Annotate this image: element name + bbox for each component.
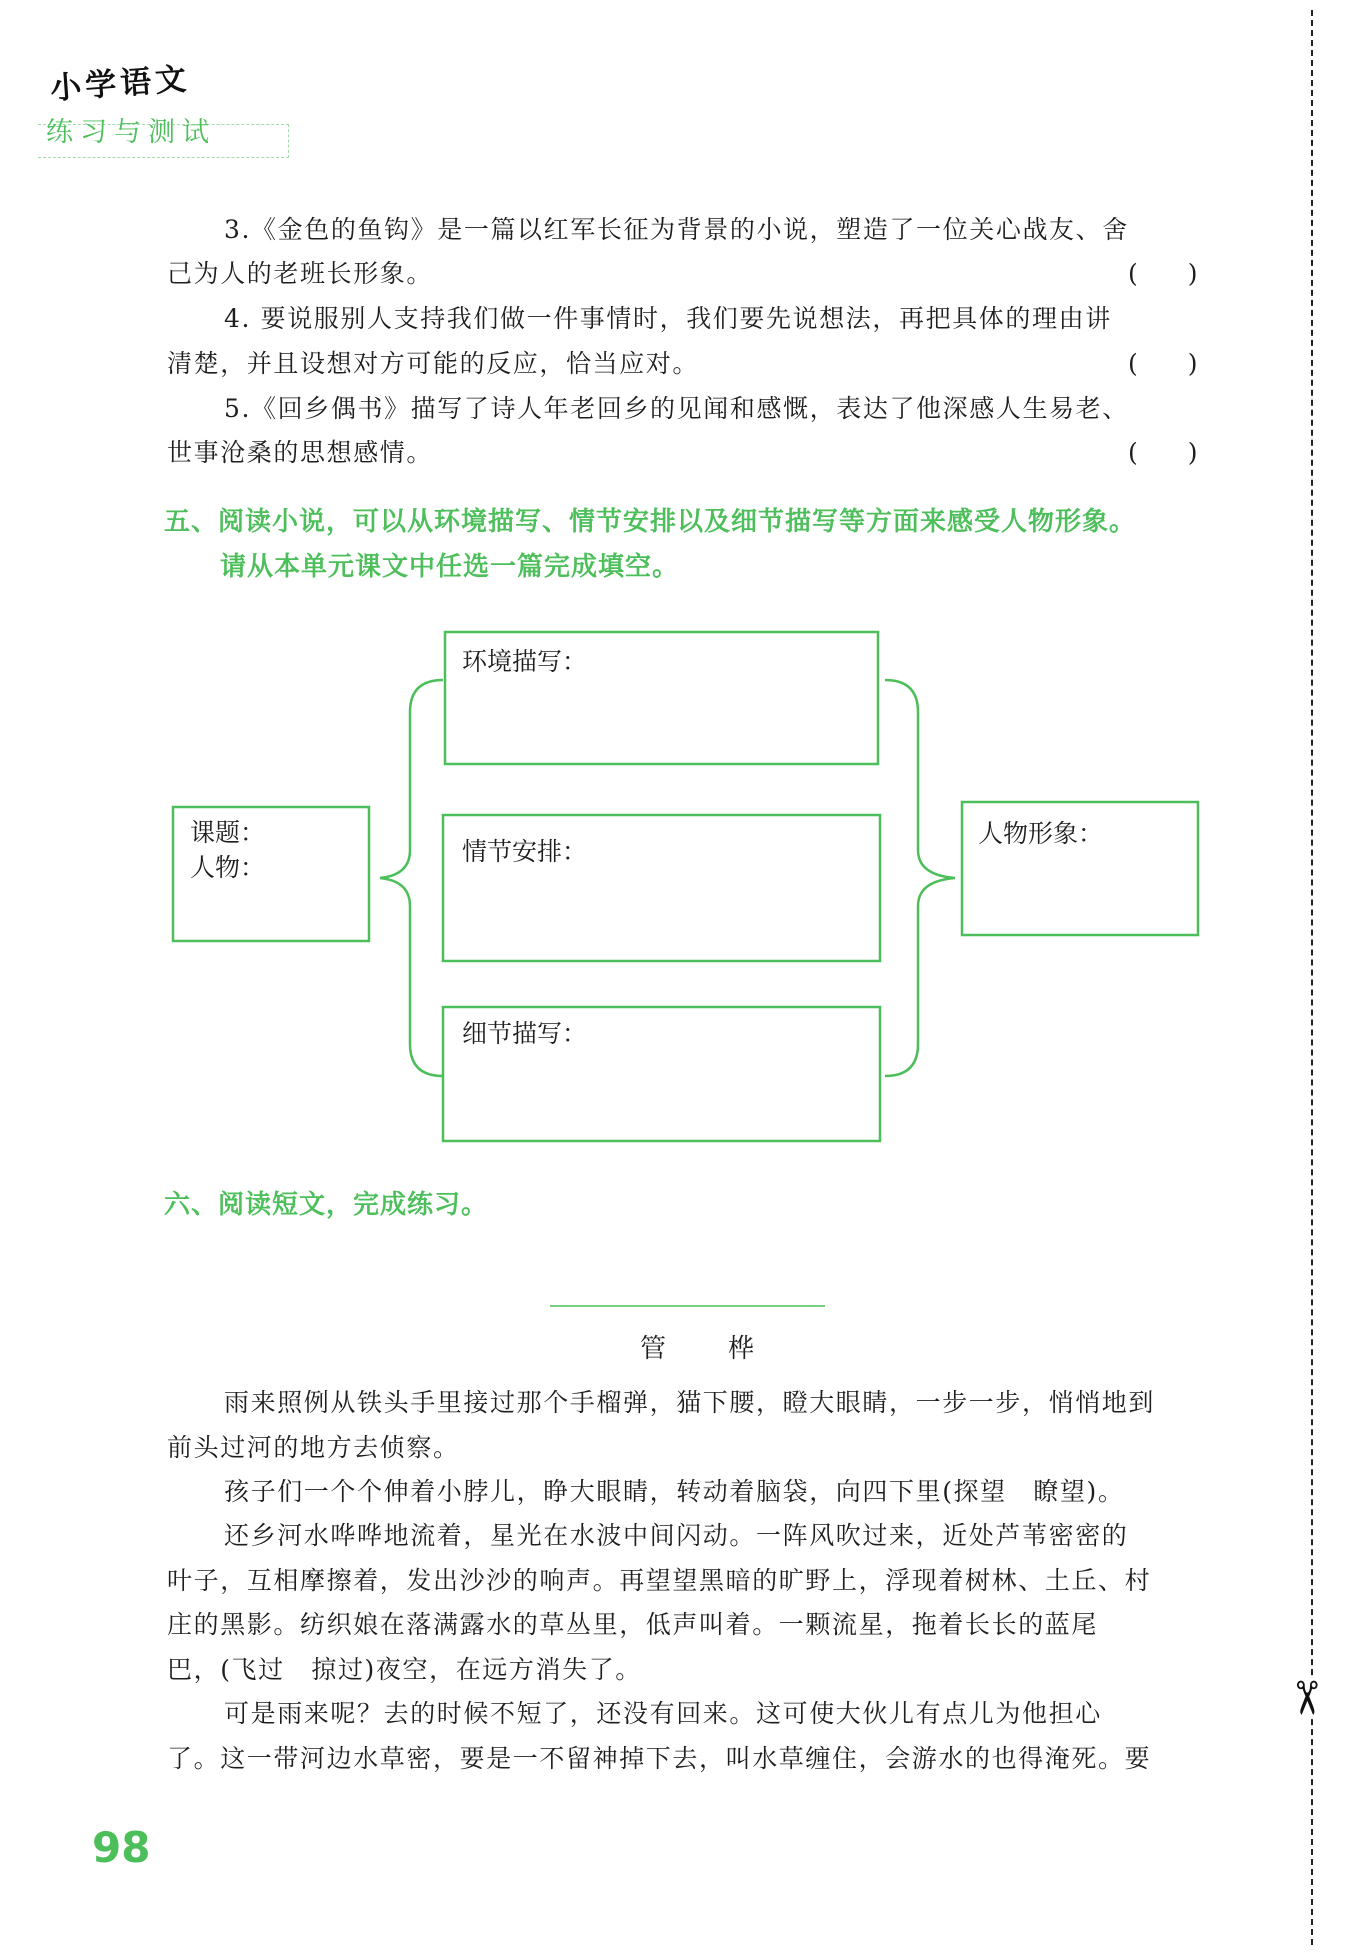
article-author: 管 桦: [640, 1334, 773, 1364]
title-label: 课题：: [190, 818, 266, 847]
detail-label: 细节描写：: [462, 1019, 588, 1048]
item4-line2: 清楚，并且设想对方可能的反应，恰当应对。: [167, 349, 700, 378]
article-p4-line2: 了。这一带河边水草密，要是一不留神掉下去，叫水草缠住，会游水的也得淹死。要: [167, 1744, 1152, 1773]
item3-answer-blank[interactable]: ( ): [1128, 259, 1198, 288]
article-p1-line2: 前头过河的地方去侦察。: [167, 1433, 460, 1462]
item4-answer-blank[interactable]: ( ): [1128, 349, 1198, 378]
character-image-label: 人物形象：: [978, 819, 1104, 848]
section5-instruction-line2: 请从本单元课文中任选一篇完成填空。: [220, 552, 680, 582]
page-number: 98: [92, 1823, 151, 1872]
item5-answer-blank[interactable]: ( ): [1128, 438, 1198, 467]
item5-line2: 世事沧桑的思想感情。: [167, 438, 434, 467]
environment-label: 环境描写：: [462, 647, 588, 676]
item3-line2: 己为人的老班长形象。: [167, 259, 434, 288]
item3-line1: 3.《金色的鱼钩》是一篇以红军长征为背景的小说，塑造了一位关心战友、舍: [224, 215, 1129, 244]
book-series-title: 小学语文: [49, 61, 192, 107]
item5-line1: 5.《回乡偶书》描写了诗人年老回乡的见闻和感慨，表达了他深感人生易老、: [224, 394, 1129, 423]
scissors-icon: ✂: [1279, 1678, 1334, 1718]
article-p3-line1: 还乡河水哗哗地流着，星光在水波中间闪动。一阵风吹过来，近处芦苇密密的: [224, 1521, 1129, 1550]
book-subtitle: 练习与测试: [46, 117, 216, 148]
character-label: 人物：: [190, 853, 266, 882]
article-p3-line2: 叶子，互相摩擦着，发出沙沙的响声。再望望黑暗的旷野上，浮现着树林、土丘、村: [167, 1566, 1152, 1595]
article-p3-line4: 巴，(飞过 掠过)夜空，在远方消失了。: [167, 1655, 642, 1684]
plot-label: 情节安排：: [462, 837, 588, 866]
section6-heading: 六、阅读短文，完成练习。: [164, 1190, 489, 1220]
article-p1-line1: 雨来照例从铁头手里接过那个手榴弹，猫下腰，瞪大眼睛，一步一步，悄悄地到: [224, 1388, 1156, 1417]
article-p4-line1: 可是雨来呢？去的时候不短了，还没有回来。这可使大伙儿有点儿为他担心: [224, 1699, 1102, 1728]
section5-instruction-line1: 五、阅读小说，可以从环境描写、情节安排以及细节描写等方面来感受人物形象。: [164, 507, 1137, 537]
item4-line1: 4. 要说服别人支持我们做一件事情时，我们要先说想法，再把具体的理由讲: [224, 304, 1112, 333]
article-p3-line3: 庄的黑影。纺织娘在落满露水的草丛里，低声叫着。一颗流星，拖着长长的蓝尾: [167, 1610, 1099, 1639]
article-p2-line1: 孩子们一个个伸着小脖儿，睁大眼睛，转动着脑袋，向四下里(探望 瞭望)。: [224, 1477, 1125, 1506]
